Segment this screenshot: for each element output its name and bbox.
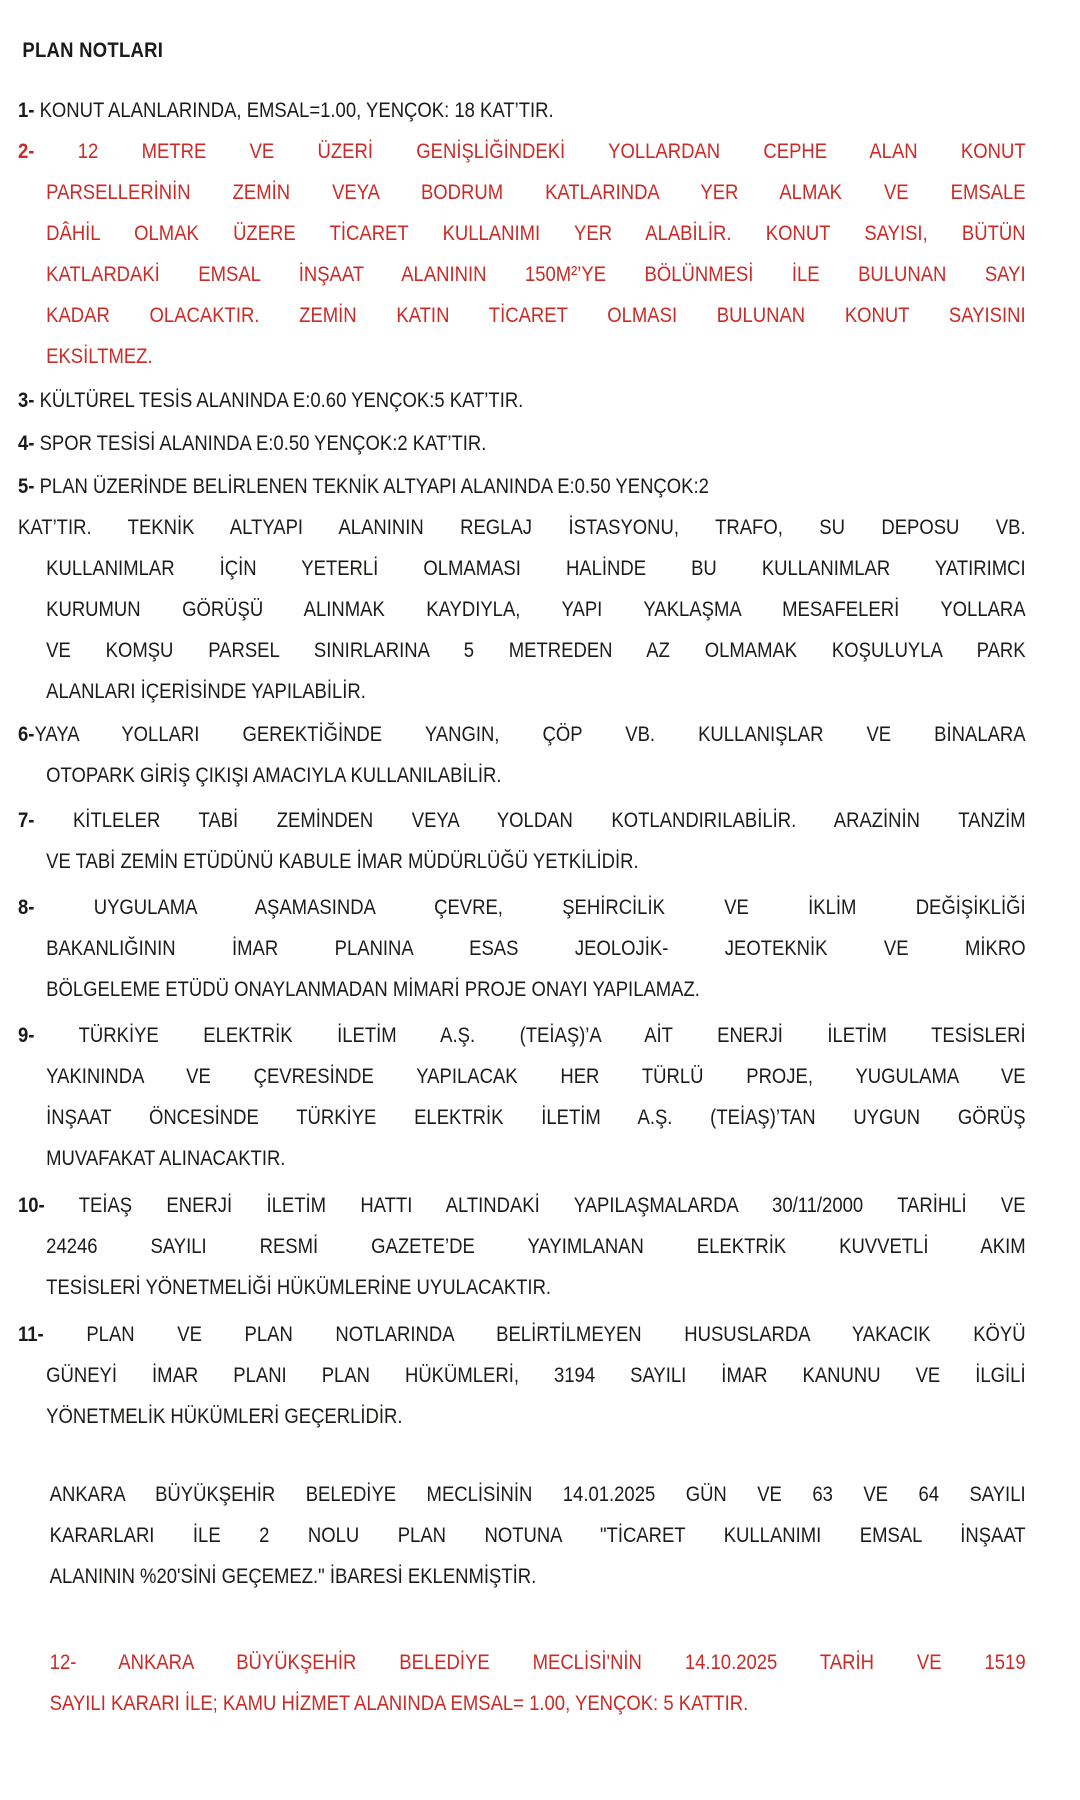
note-line: 5- PLAN ÜZERİNDE BELİRLENEN TEKNİK ALTYAPI ALANINDA E:0.50 YENÇOK:2: [18, 475, 709, 498]
document-title: PLAN NOTLARI: [22, 39, 164, 62]
note-line: KADAR OLACAKTIR. ZEMİN KATIN TİCARET OLMASI BULUNAN KONUT SAYISINI: [46, 304, 1026, 327]
note-number: 10-: [18, 1194, 45, 1217]
note-line: 1- KONUT ALANLARINDA, EMSAL=1.00, YENÇOK: 18 KAT’TIR.: [18, 99, 554, 122]
note-line: 9- TÜRKİYE ELEKTRİK İLETİM A.Ş. (TEİAŞ)’A AİT ENERJİ İLETİM TESİSLERİ: [18, 1024, 1026, 1047]
plan-notes-document: [18, 30, 1026, 1724]
note-number: 4-: [18, 432, 35, 455]
note-line: SAYILI KARARI İLE; KAMU HİZMET ALANINDA EMSAL= 1.00, YENÇOK: 5 KATTIR.: [49, 1692, 749, 1715]
note-7: [18, 800, 1026, 882]
note-line: BAKANLIĞININ İMAR PLANINA ESAS JEOLOJİK- JEOTEKNİK VE MİKRO: [46, 937, 1026, 960]
amendment-paragraph: [18, 1474, 1026, 1597]
note-number: 5-: [18, 475, 35, 498]
note-line: 4- SPOR TESİSİ ALANINDA E:0.50 YENÇOK:2 KAT’TIR.: [18, 432, 487, 455]
note-line: BÖLGELEME ETÜDÜ ONAYLANMADAN MİMARİ PROJE ONAYI YAPILAMAZ.: [46, 978, 700, 1001]
note-line: KAT’TIR. TEKNİK ALTYAPI ALANININ REGLAJ İSTASYONU, TRAFO, SU DEPOSU VB.: [18, 516, 1026, 539]
note-line: 3- KÜLTÜREL TESİS ALANINDA E:0.60 YENÇOK:5 KAT’TIR.: [18, 389, 524, 412]
note-1: [18, 90, 1026, 131]
note-line: TESİSLERİ YÖNETMELİĞİ HÜKÜMLERİNE UYULACAKTIR.: [46, 1276, 552, 1299]
note-number: 8-: [18, 896, 35, 919]
note-line: ALANININ %20'SİNİ GEÇEMEZ." İBARESİ EKLENMİŞTİR.: [49, 1565, 537, 1588]
note-line: PARSELLERİNİN ZEMİN VEYA BODRUM KATLARINDA YER ALMAK VE EMSALE: [46, 181, 1026, 204]
note-line: YÖNETMELİK HÜKÜMLERİ GEÇERLİDİR.: [46, 1405, 403, 1428]
note-number: 2-: [18, 140, 35, 163]
note-11: [18, 1314, 1026, 1437]
note-3: [18, 380, 1026, 421]
note-9: [18, 1015, 1026, 1179]
note-line: ANKARA BÜYÜKŞEHİR BELEDİYE MECLİSİNİN 14.01.2025 GÜN VE 63 VE 64 SAYILI: [49, 1483, 1026, 1506]
note-line: YAKININDA VE ÇEVRESİNDE YAPILACAK HER TÜRLÜ PROJE, YUGULAMA VE: [46, 1065, 1026, 1088]
note-line: İNŞAAT ÖNCESİNDE TÜRKİYE ELEKTRİK İLETİM A.Ş. (TEİAŞ)’TAN UYGUN GÖRÜŞ: [46, 1106, 1026, 1129]
note-number: 6-: [18, 723, 35, 746]
note-line: EKSİLTMEZ.: [46, 345, 153, 368]
note-line: 24246 SAYILI RESMİ GAZETE’DE YAYIMLANAN ELEKTRİK KUVVETLİ AKIM: [46, 1235, 1026, 1258]
note-line: 2- 12 METRE VE ÜZERİ GENİŞLİĞİNDEKİ YOLLARDAN CEPHE ALAN KONUT: [18, 140, 1026, 163]
note-line: OTOPARK GİRİŞ ÇIKIŞI AMACIYLA KULLANILABİLİR.: [46, 764, 502, 787]
note-8: [18, 887, 1026, 1010]
note-6: [18, 714, 1026, 796]
note-number: 3-: [18, 389, 35, 412]
note-number: 1-: [18, 99, 35, 122]
note-line: KULLANIMLAR İÇİN YETERLİ OLMAMASI HALİNDE BU KULLANIMLAR YATIRIMCI: [46, 557, 1026, 580]
note-line: KATLARDAKİ EMSAL İNŞAAT ALANININ 150M²’YE BÖLÜNMESİ İLE BULUNAN SAYI: [46, 263, 1026, 286]
note-number: 9-: [18, 1024, 35, 1047]
note-number: 7-: [18, 809, 35, 832]
note-2: [18, 131, 1026, 377]
note-line: VE TABİ ZEMİN ETÜDÜNÜ KABULE İMAR MÜDÜRLÜĞÜ YETKİLİDİR.: [46, 850, 639, 873]
note-line: 8- UYGULAMA AŞAMASINDA ÇEVRE, ŞEHİRCİLİK VE İKLİM DEĞİŞİKLİĞİ: [18, 896, 1026, 919]
note-line: VE KOMŞU PARSEL SINIRLARINA 5 METREDEN AZ OLMAMAK KOŞULUYLA PARK: [46, 639, 1026, 662]
note-line: 7- KİTLELER TABİ ZEMİNDEN VEYA YOLDAN KOTLANDIRILABİLİR. ARAZİNİN TANZİM: [18, 809, 1026, 832]
notes-list: [18, 90, 1026, 1724]
note-line: GÜNEYİ İMAR PLANI PLAN HÜKÜMLERİ, 3194 SAYILI İMAR KANUNU VE İLGİLİ: [46, 1364, 1026, 1387]
note-number: 11-: [18, 1323, 44, 1346]
note-line: ALANLARI İÇERİSİNDE YAPILABİLİR.: [46, 680, 366, 703]
note-line: KURUMUN GÖRÜŞÜ ALINMAK KAYDIYLA, YAPI YAKLAŞMA MESAFELERİ YOLLARA: [46, 598, 1026, 621]
note-line: KARARLARI İLE 2 NOLU PLAN NOTUNA "TİCARET KULLANIMI EMSAL İNŞAAT: [49, 1524, 1026, 1547]
note-5: [18, 466, 1026, 712]
note-line: 11- PLAN VE PLAN NOTLARINDA BELİRTİLMEYEN HUSUSLARDA YAKACIK KÖYÜ: [18, 1323, 1026, 1346]
note-line: DÂHİL OLMAK ÜZERE TİCARET KULLANIMI YER ALABİLİR. KONUT SAYISI, BÜTÜN: [46, 222, 1026, 245]
note-line: 6-YAYA YOLLARI GEREKTİĞİNDE YANGIN, ÇÖP VB. KULLANIŞLAR VE BİNALARA: [18, 723, 1026, 746]
note-line: 12- ANKARA BÜYÜKŞEHİR BELEDİYE MECLİSİ'NİN 14.10.2025 TARİH VE 1519: [49, 1651, 1026, 1674]
note-4: [18, 423, 1026, 464]
note-line: MUVAFAKAT ALINACAKTIR.: [46, 1147, 286, 1170]
note-10: [18, 1185, 1026, 1308]
note-line: 10- TEİAŞ ENERJİ İLETİM HATTI ALTINDAKİ YAPILAŞMALARDA 30/11/2000 TARİHLİ VE: [18, 1194, 1026, 1217]
note-12: [18, 1642, 1026, 1724]
